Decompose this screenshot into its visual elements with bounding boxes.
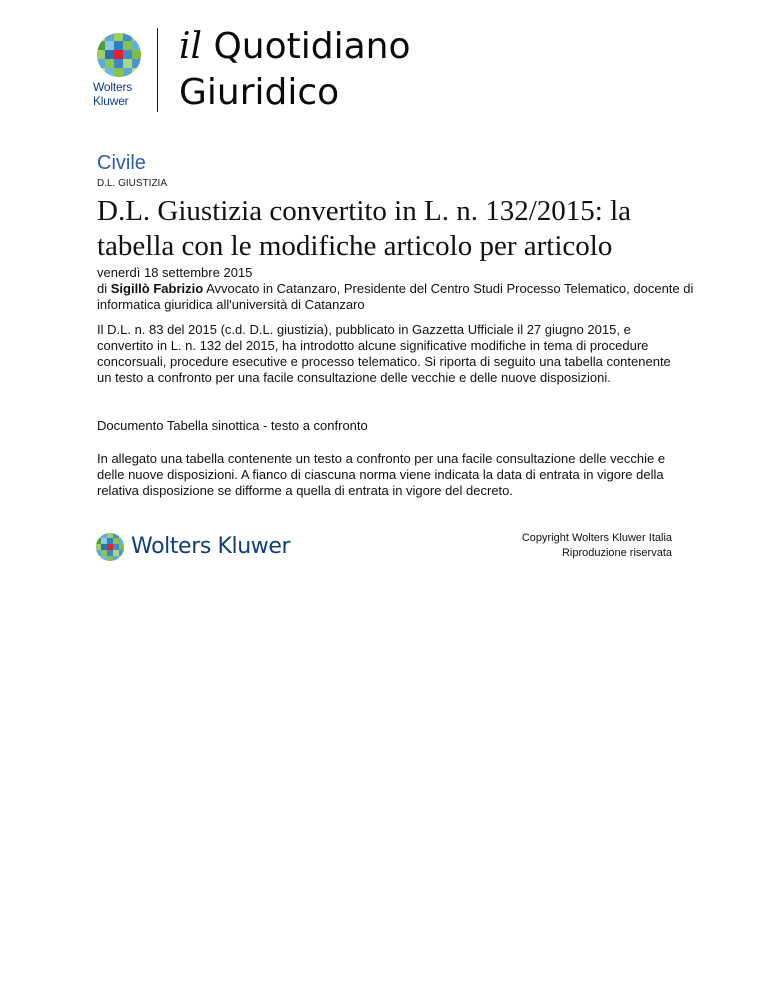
author-name: Sigillò Fabrizio xyxy=(110,281,204,296)
header-divider xyxy=(157,28,158,112)
article-paragraph-intro: Il D.L. n. 83 del 2015 (c.d. D.L. giustizia), pubblicato in Gazzetta Ufficiale il 27 giugno 2015, e convertito in L. n. 132 del 2015, ha introdotto alcune significative modifiche in tema di procedure concorsuali, procedure esecutive e processo telematico. Si riporta di seguito una tabella contenente un testo a confronto per una facile consultazione delle vecchie e delle nuove disposizioni. xyxy=(97,322,671,385)
article-title: D.L. Giustizia convertito in L. n. 132/2015: la tabella con le modifiche articolo per articolo xyxy=(97,195,631,262)
wolters-kluwer-globe-icon xyxy=(95,532,125,562)
publication-name-il: il xyxy=(179,26,203,67)
footer-logo-name: Wolters Kluwer xyxy=(131,534,291,559)
author-description: Avvocato in Catanzaro, Presidente del Centro Studi Processo Telematico, docente di informatica giuridica all'università di Catanzaro xyxy=(97,281,694,312)
article-date: venerdì 18 settembre 2015 xyxy=(97,265,253,280)
logo-word-wolters: Wolters xyxy=(93,80,133,94)
copyright-notice xyxy=(522,531,672,561)
reproduction-notice: Riproduzione riservata xyxy=(561,547,672,559)
copyright-line: Copyright Wolters Kluwer Italia xyxy=(521,532,672,544)
section-label: Civile xyxy=(97,152,146,174)
article-byline xyxy=(97,281,697,313)
wolters-kluwer-globe-icon xyxy=(96,32,142,78)
publication-name-line2: Giuridico xyxy=(179,72,340,113)
article-meta xyxy=(97,265,697,313)
logo-word-kluwer: Kluwer xyxy=(93,94,129,108)
byline-prefix: di xyxy=(97,281,111,296)
publication-name-line1 xyxy=(179,25,411,69)
article-paragraph-attachment: In allegato una tabella contenente un testo a confronto per una facile consultazione delle vecchie e delle nuove disposizioni. A fianco di ciascuna norma viene indicata la data di entrata in vigore della relativa disposizione se difforme a quella di entrata in vigore del decreto. xyxy=(97,451,666,498)
article-document-link[interactable]: Documento Tabella sinottica - testo a confronto xyxy=(97,418,368,433)
footer-wolters-kluwer-logo xyxy=(95,532,295,562)
masthead xyxy=(93,28,513,112)
category-label: D.L. GIUSTIZIA xyxy=(97,178,168,189)
wolters-kluwer-logo xyxy=(93,28,147,112)
publication-name-quotidiano: Quotidiano xyxy=(202,26,411,67)
